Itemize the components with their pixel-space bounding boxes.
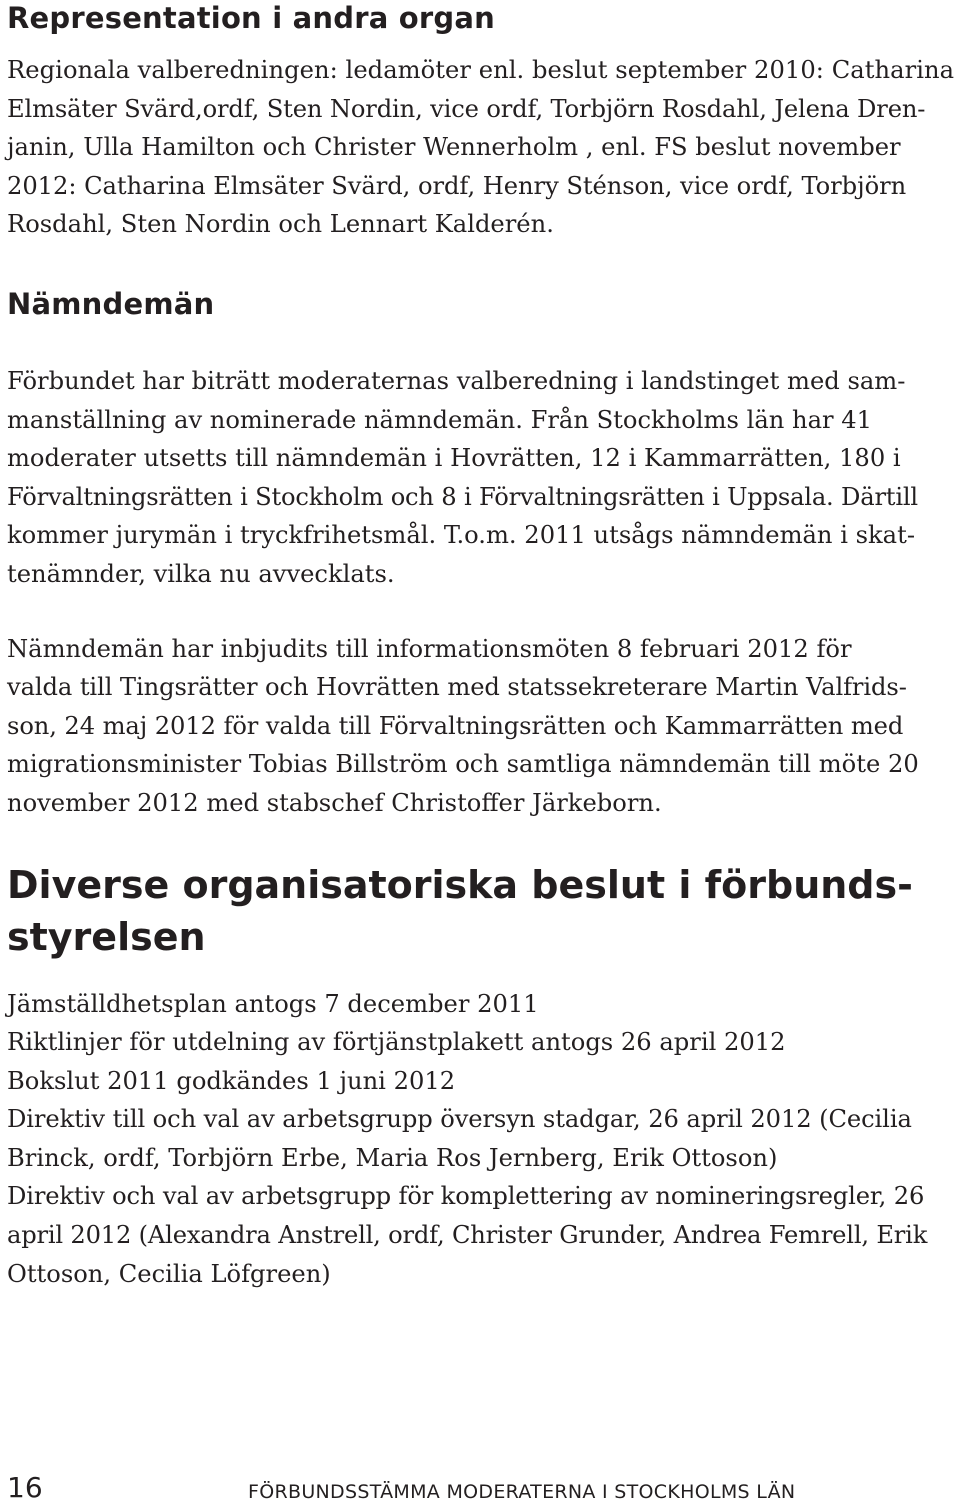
text-line: tenämnder, vilka nu avvecklats. — [7, 559, 395, 588]
text-line: Förvaltningsrätten i Stockholm och 8 i Förvaltningsrätten i Uppsala. Därtill — [7, 482, 918, 511]
text-line: Elmsäter Svärd,ordf, Sten Nordin, vice ordf, Torbjörn Rosdahl, Jelena Dren- — [7, 94, 926, 123]
section-heading-namndeman: Nämndemän — [7, 286, 215, 321]
footer-title: FÖRBUNDSSTÄMMA MODERATERNA I STOCKHOLMS LÄN — [248, 1481, 796, 1503]
representation-paragraph — [7, 51, 955, 244]
text-line: Rosdahl, Sten Nordin och Lennart Kalderén. — [7, 210, 554, 239]
page-number: 16 — [7, 1471, 43, 1504]
page-footer — [7, 1468, 952, 1508]
section-heading-representation: Representation i andra organ — [7, 1, 495, 35]
text-line: 2012: Catharina Elmsäter Svärd, ordf, Henry Sténson, vice ordf, Torbjörn — [7, 171, 907, 200]
list-item: Jämställdhetsplan antogs 7 december 2011 — [7, 989, 539, 1018]
list-item: Brinck, ordf, Torbjörn Erbe, Maria Ros Jernberg, Erik Ottoson) — [7, 1143, 778, 1172]
text-line: manställning av nominerade nämndemän. Från Stockholms län har 41 — [7, 405, 873, 434]
text-line: november 2012 med stabschef Christoffer Järkeborn. — [7, 788, 662, 817]
text-line: Regionala valberedningen: ledamöter enl. beslut september 2010: Catharina — [7, 56, 955, 84]
text-line: janin, Ulla Hamilton och Christer Wennerholm , enl. FS beslut november — [7, 133, 901, 162]
decisions-list — [7, 985, 952, 1294]
text-line: Förbundet har biträtt moderaternas valberedning i landstinget med sam- — [7, 366, 906, 395]
text-line: kommer jurymän i tryckfrihetsmål. T.o.m. 2011 utsågs nämndemän i skat- — [7, 521, 915, 550]
heading-line: styrelsen — [7, 914, 206, 959]
list-item: Direktiv till och val av arbetsgrupp översyn stadgar, 26 april 2012 (Cecilia — [7, 1105, 912, 1134]
text-line: migrationsminister Tobias Billström och samtliga nämndemän till möte 20 — [7, 750, 919, 779]
namndeman-paragraph-2 — [7, 630, 952, 823]
section-heading-diverse-beslut — [7, 859, 952, 963]
list-item: Bokslut 2011 godkändes 1 juni 2012 — [7, 1066, 456, 1095]
list-item: Ottoson, Cecilia Löfgreen) — [7, 1259, 331, 1288]
namndeman-paragraph-1 — [7, 362, 952, 594]
text-line: son, 24 maj 2012 för valda till Förvaltningsrätten och Kammarrätten med — [7, 711, 904, 740]
document-page — [7, 0, 955, 1293]
list-item: Direktiv och val av arbetsgrupp för komplettering av nomineringsregler, 26 — [7, 1182, 925, 1211]
text-line: valda till Tingsrätter och Hovrätten med statssekreterare Martin Valfrids- — [7, 673, 907, 702]
text-line: Nämndemän har inbjudits till informationsmöten 8 februari 2012 för — [7, 634, 852, 663]
text-line: moderater utsetts till nämndemän i Hovrätten, 12 i Kammarrätten, 180 i — [7, 444, 901, 473]
list-item: april 2012 (Alexandra Anstrell, ordf, Christer Grunder, Andrea Femrell, Erik — [7, 1221, 928, 1250]
heading-line: Diverse organisatoriska beslut i förbunds- — [7, 862, 913, 907]
list-item: Riktlinjer för utdelning av förtjänstplakett antogs 26 april 2012 — [7, 1028, 786, 1057]
